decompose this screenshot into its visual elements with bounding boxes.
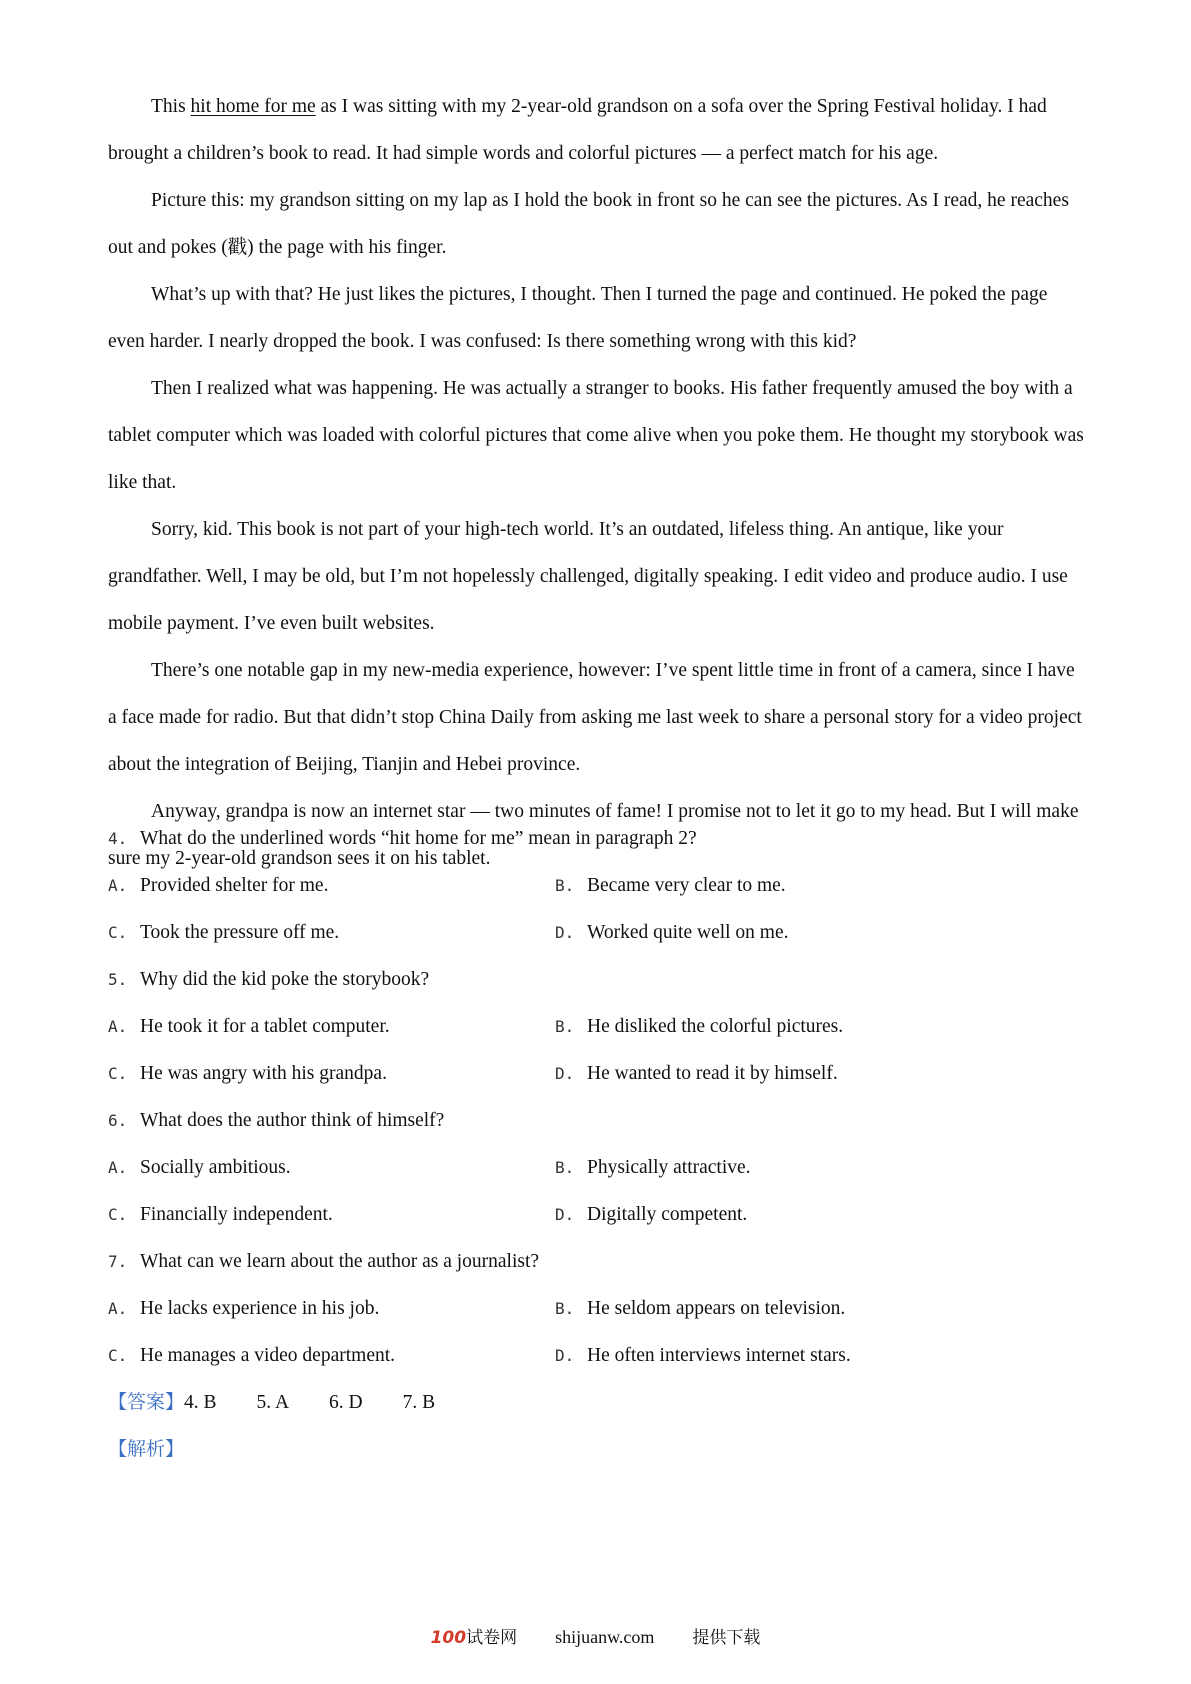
question-text: Why did the kid poke the storybook?: [140, 969, 430, 990]
question-list: [108, 815, 1088, 1473]
paragraph-3: What’s up with that? He just likes the pictures, I thought. Then I turned the page and continued. He poked the page even harder. I nearly dropped the book. I was confused: Is there something wrong with this kid?: [108, 284, 1048, 352]
option-row: [108, 1144, 1088, 1191]
question-text: What can we learn about the author as a journalist?: [140, 1251, 540, 1272]
site-link[interactable]: shijuanw.com: [555, 1627, 655, 1647]
paragraph-1: This hit home for me as I was sitting with my 2-year-old grandson on a sofa over the Spring Festival holiday. I had brought a children’s book to read. It had simple words and colorful pictures — a perfect match for his age.: [108, 96, 1047, 164]
option-row: [108, 1191, 1088, 1238]
option-a[interactable]: A. Socially ambitious.: [108, 1157, 291, 1178]
option-row: [108, 1332, 1088, 1379]
answer-item: 6. D: [329, 1392, 363, 1413]
option-row: [108, 1050, 1088, 1097]
paragraph-5: Sorry, kid. This book is not part of your high-tech world. It’s an outdated, lifeless thing. An antique, like your grandfather. Well, I may be old, but I’m not hopelessly challenged, digitally speaking. I edit video and produce audio. I use mobile payment. I’ve even built websites.: [108, 519, 1068, 634]
option-b[interactable]: B. He seldom appears on television.: [555, 1298, 846, 1319]
underlined-phrase: hit home for me: [190, 96, 316, 117]
option-row: [108, 862, 1088, 909]
answer-line: [108, 1379, 1088, 1426]
option-c[interactable]: C. He manages a video department.: [108, 1345, 396, 1366]
option-c[interactable]: C. He was angry with his grandpa.: [108, 1063, 387, 1084]
option-d[interactable]: D. He often interviews internet stars.: [555, 1345, 851, 1366]
paragraph-7: Anyway, grandpa is now an internet star — two minutes of fame! I promise not to let it go to my head. But I will make sure my 2-year-old grandson sees it on his tablet.: [108, 801, 1079, 869]
option-a[interactable]: A. He lacks experience in his job.: [108, 1298, 380, 1319]
analysis-line: [108, 1426, 1088, 1473]
option-row: [108, 1003, 1088, 1050]
paragraph-6: There’s one notable gap in my new-media experience, however: I’ve spent little time in front of a camera, since I have a face made for radio. But that didn’t stop China Daily from asking me last week to share a personal story for a video project about the integration of Beijing, Tianjin and Hebei province.: [108, 660, 1082, 775]
question-7: 7. What can we learn about the author as a journalist?: [108, 1251, 540, 1272]
option-d[interactable]: D. Digitally competent.: [555, 1204, 748, 1225]
option-d[interactable]: D. Worked quite well on me.: [555, 922, 789, 943]
answer-item: 4. B: [184, 1392, 217, 1413]
logo-text: 试卷网: [466, 1628, 518, 1648]
question-text: What do the underlined words “hit home for me” mean in paragraph 2?: [140, 828, 697, 849]
option-a[interactable]: A. Provided shelter for me.: [108, 875, 329, 896]
option-b[interactable]: B. He disliked the colorful pictures.: [555, 1016, 844, 1037]
answer-item: 5. A: [256, 1392, 290, 1413]
page-footer: [0, 1617, 1191, 1657]
option-c[interactable]: C. Financially independent.: [108, 1204, 333, 1225]
analysis-label: 【解析】: [108, 1438, 185, 1460]
paragraph-4: Then I realized what was happening. He was actually a stranger to books. His father frequently amused the boy with a tablet computer which was loaded with colorful pictures that come alive when you poke them. He thought my storybook was like that.: [108, 378, 1084, 493]
passage: [108, 83, 1088, 882]
paragraph-2: Picture this: my grandson sitting on my lap as I hold the book in front so he can see the pictures. As I read, he reaches out and pokes (戳) the page with his finger.: [108, 190, 1069, 258]
option-b[interactable]: B. Became very clear to me.: [555, 875, 786, 896]
option-a[interactable]: A. He took it for a tablet computer.: [108, 1016, 390, 1037]
option-c[interactable]: C. Took the pressure off me.: [108, 922, 340, 943]
answer-item: 7. B: [402, 1392, 436, 1413]
question-4: 4. What do the underlined words “hit home for me” mean in paragraph 2?: [108, 828, 697, 849]
option-row: [108, 1285, 1088, 1332]
logo-100-icon: 100: [430, 1628, 467, 1648]
option-row: [108, 909, 1088, 956]
question-text: What does the author think of himself?: [140, 1110, 445, 1131]
option-d[interactable]: D. He wanted to read it by himself.: [555, 1063, 838, 1084]
answer-label: 【答案】: [108, 1391, 185, 1413]
option-b[interactable]: B. Physically attractive.: [555, 1157, 751, 1178]
question-6: 6. What does the author think of himself?: [108, 1110, 445, 1131]
download-note: 提供下载: [692, 1628, 761, 1648]
question-5: 5. Why did the kid poke the storybook?: [108, 969, 430, 990]
